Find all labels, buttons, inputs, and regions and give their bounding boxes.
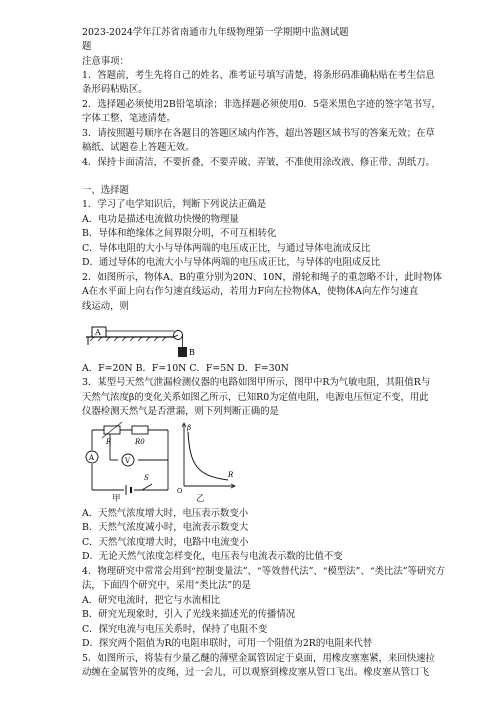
- table-hatch: [90, 337, 166, 341]
- notice-line: 字体工整、笔迹清楚。: [82, 113, 176, 124]
- fixed-resistor: [132, 426, 148, 434]
- voltmeter-label: V: [125, 457, 131, 465]
- question-3-stem: 3．某型号天然气泄漏检测仪器的电路如图甲所示，图甲中R为气敏电阻，其阻值R与: [82, 377, 431, 388]
- block-b-label: B: [189, 348, 195, 357]
- block-a-label: A: [95, 328, 101, 337]
- resistor-r-label: R: [106, 438, 112, 446]
- notice-line: 4．保持卡面清洁，不要折叠，不要弄破、弄皱，不准使用涂改液、修正带、刮纸刀。: [82, 157, 435, 168]
- notice-line: 条形码粘贴区。: [82, 84, 148, 95]
- question-2-pulley-figure: [86, 315, 196, 359]
- question-4-option-c: C．探究电流与电压关系时，保持了电阻不变: [82, 624, 268, 635]
- exam-title: 2023-2024学年江苏省南通市九年级物理第一学期期中监测试题: [82, 27, 349, 38]
- question-3-circuit-figure: [84, 420, 176, 498]
- figure-jia-label: 甲: [112, 494, 121, 504]
- question-1-stem: 1．学习了电学知识后，判断下列说法正确是: [82, 199, 267, 210]
- section-heading: 一、选择题: [82, 185, 129, 196]
- notice-line: 稿纸、试题卷上答题无效。: [82, 142, 195, 153]
- resistor-r0-label: R0: [135, 438, 145, 446]
- ammeter-label: A: [89, 454, 95, 462]
- graph-y-label: β: [187, 424, 192, 432]
- block-b: [178, 347, 187, 357]
- question-5-stem: 5．如图所示，将装有少量乙醚的薄壁金属管固定于桌面，用橡皮塞塞紧，来回快速拉: [82, 653, 435, 664]
- question-2-options: A．F=20N B．F=10N C．F=5N D．F=30N: [82, 363, 289, 374]
- question-4-stem: 法，下面四个研究中，采用“类比法”的是: [82, 580, 251, 591]
- question-1-option-d: D．通过导体的电流大小与导体两端的电压成正比，与导体的电阻成反比: [82, 257, 381, 268]
- question-3-option-a: A．天然气浓度增大时，电压表示数变小: [82, 508, 249, 519]
- question-3-option-b: B．天然气浓度减小时，电流表示数变大: [82, 522, 249, 533]
- notice-line: 1．答题前，考生先将自己的姓名、准考证号填写清楚，将条形码准确粘贴在考生信息: [82, 70, 435, 81]
- graph-curve: [188, 432, 228, 480]
- exam-title-continued: 题: [82, 41, 92, 52]
- question-3-option-d: D．无论天然气浓度怎样变化，电压表与电流表示数的比值不变: [82, 551, 343, 562]
- graph-x-label: R: [228, 471, 234, 479]
- question-4-option-a: A．研究电流时，把它与水流相比: [82, 595, 221, 606]
- question-2-stem: 线运动，则: [82, 301, 129, 312]
- question-1-option-c: C．导体电阻的大小与导体两端的电压成正比，与通过导体电流成反比: [82, 243, 371, 254]
- question-1-option-b: B．导体和绝缘体之间界限分明，不可互相转化: [82, 228, 277, 239]
- question-4-option-b: B．研究光现象时，引入了光线来描述光的传播情况: [82, 609, 296, 620]
- figure-yi-label: 乙: [196, 494, 205, 504]
- question-1-option-a: A．电功是描述电流做功快慢的物理量: [82, 214, 239, 225]
- question-3-stem: 天然气浓度β的变化关系如图乙所示，已知R0为定值电阻，电源电压恒定不变，用此: [82, 392, 429, 403]
- switch: [142, 484, 152, 490]
- switch-label: S: [144, 474, 149, 482]
- graph-origin-label: O: [177, 487, 183, 494]
- notice-heading: 注意事项：: [82, 56, 129, 67]
- question-4-stem: 4．物理研究中常常会用到“控制变量法”、“等效替代法”、“模型法”、“类比法”等研究方: [82, 566, 446, 577]
- question-3-stem: 仪器检测天然气是否泄漏，则下列判断正确的是: [82, 406, 279, 417]
- notice-line: 3．请按照题号顺序在各题目的答题区域内作答，超出答题区域书写的答案无效；在草: [82, 128, 435, 139]
- question-3-option-c: C．天然气浓度增大时，电路中电流变小: [82, 537, 249, 548]
- question-4-option-d: D．探究两个阻值为R的电阻串联时，可用一个阻值为2R的电阻来代替: [82, 638, 373, 649]
- notice-line: 2．选择题必须使用2B铅笔填涂；非选择题必须使用0．5毫米黑色字迹的签字笔书写，: [82, 99, 441, 110]
- question-2-stem: 2．如图所示，物体A、B的重分别为20N、10N，滑轮和绳子的重忽略不计，此时物体: [82, 272, 442, 283]
- question-3-graph-figure: [176, 420, 238, 494]
- question-5-stem: 动缠在金属管外的皮绳，过一会儿，可以观察到橡皮塞从管口飞出。橡皮塞从管口飞: [82, 667, 429, 678]
- question-2-stem: A在水平面上向右作匀速直线运动，若用力F向左拉物体A，使物体A向左作匀速直: [82, 286, 419, 297]
